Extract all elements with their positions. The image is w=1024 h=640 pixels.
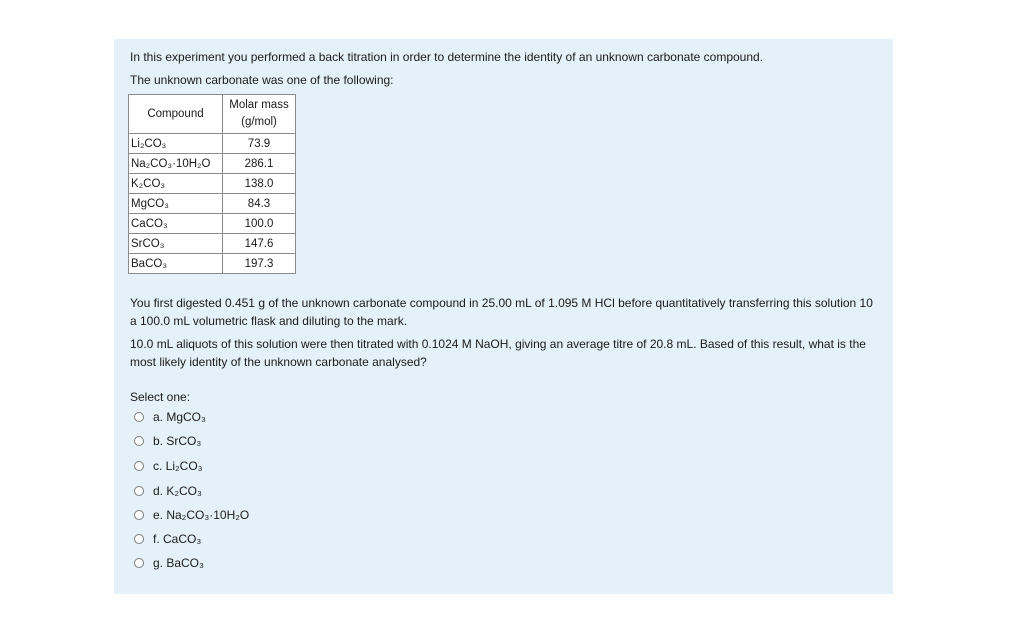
radio-button[interactable]	[134, 510, 144, 520]
compound-table	[128, 94, 296, 274]
molar-mass-cell: 138.0	[223, 174, 296, 194]
table-header-row	[129, 95, 296, 134]
radio-button[interactable]	[134, 558, 144, 568]
table-row	[129, 254, 296, 274]
molar-mass-cell: 286.1	[223, 154, 296, 174]
table-row	[129, 154, 296, 174]
select-one-label: Select one:	[130, 390, 191, 404]
table-row	[129, 194, 296, 214]
option-b[interactable]	[134, 432, 201, 450]
compound-cell: Li₂CO₃	[129, 134, 223, 154]
header-molar-mass	[223, 95, 296, 134]
molar-mass-cell: 147.6	[223, 234, 296, 254]
list-lead-text: The unknown carbonate was one of the following:	[130, 73, 394, 87]
header-molar-mass-line2: (g/mol)	[241, 116, 277, 128]
digest-paragraph: You first digested 0.451 g of the unknown carbonate compound in 25.00 mL of 1.095 M HCl before quantitatively transferring this solution 10 a 100.0 mL volumetric flask and diluting to the mark.	[130, 296, 873, 328]
option-a[interactable]	[134, 408, 206, 426]
option-label: f. CaCO₃	[153, 532, 202, 546]
compound-cell: BaCO₃	[129, 254, 223, 274]
titration-paragraph: 10.0 mL aliquots of this solution were then titrated with 0.1024 M NaOH, giving an average titre of 20.8 mL. Based of this result, what is the most likely identity of the unknown carbonate analysed?	[130, 337, 866, 369]
option-f[interactable]	[134, 530, 201, 548]
table-row	[129, 174, 296, 194]
question-intro: In this experiment you performed a back titration in order to determine the identity of an unknown carbonate compound.	[130, 50, 764, 64]
compound-cell: CaCO₃	[129, 214, 223, 234]
molar-mass-cell: 84.3	[223, 194, 296, 214]
table-row	[129, 234, 296, 254]
radio-button[interactable]	[134, 436, 144, 446]
molar-mass-cell: 197.3	[223, 254, 296, 274]
compound-cell: SrCO₃	[129, 234, 223, 254]
option-d[interactable]	[134, 482, 202, 500]
radio-button[interactable]	[134, 412, 144, 422]
header-molar-mass-line1: Molar mass	[229, 99, 289, 111]
header-compound: Compound	[129, 95, 223, 134]
compound-cell: K₂CO₃	[129, 174, 223, 194]
compound-cell: Na₂CO₃·10H₂O	[129, 154, 223, 174]
option-label: g. BaCO₃	[153, 556, 204, 570]
radio-button[interactable]	[134, 461, 144, 471]
option-c[interactable]	[134, 457, 203, 475]
option-label: b. SrCO₃	[153, 434, 202, 448]
table-row	[129, 214, 296, 234]
molar-mass-cell: 73.9	[223, 134, 296, 154]
option-label: a. MgCO₃	[153, 410, 206, 424]
table-row	[129, 134, 296, 154]
radio-button[interactable]	[134, 486, 144, 496]
option-label: e. Na₂CO₃·10H₂O	[153, 508, 250, 522]
compound-cell: MgCO₃	[129, 194, 223, 214]
option-g[interactable]	[134, 554, 204, 572]
radio-button[interactable]	[134, 534, 144, 544]
molar-mass-cell: 100.0	[223, 214, 296, 234]
option-e[interactable]	[134, 506, 249, 524]
option-label: c. Li₂CO₃	[153, 459, 203, 473]
option-label: d. K₂CO₃	[153, 484, 202, 498]
